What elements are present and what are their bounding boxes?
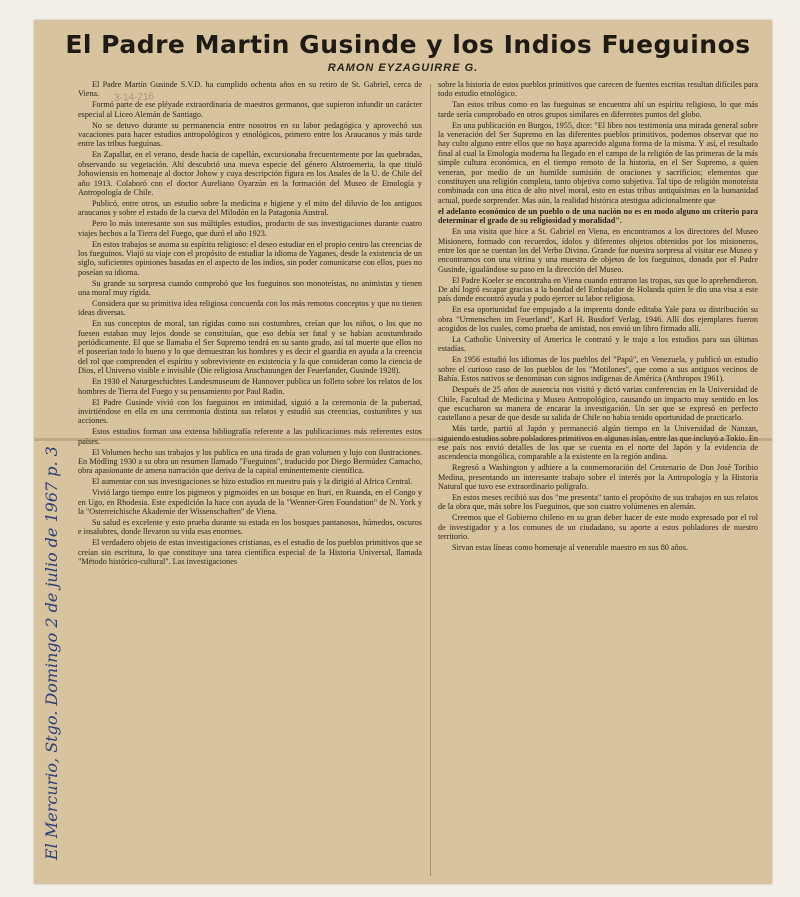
paragraph: Considera que su primitiva idea religiosa concuerda con los más remotos conceptos y que no tienen ideas diversas. [78, 298, 422, 318]
paragraph: El Volumen hecho sus trabajos y los publica en una tirada de gran volumen y lujo con ilustraciones. En Mödling 1930 a su obra un resumen llamado "Fueguinos", traducido por Diego Bermúdez Camacho, obra apasionante de amena narración que deriva de la capital eminentemente científica. [78, 447, 422, 476]
paragraph: Su grande su sorpresa cuando comprobó que los fueguinos son monoteístas, no animistas y tienen una moral muy rígida. [78, 278, 422, 298]
archive-mark: 3-14-216 [113, 91, 155, 104]
paragraph: En estos meses recibió sus dos "me presenta" tanto el propósito de sus trabajos en sus relatos de la obra que, más sobre los Fueguinos, que son cuatro volúmenes en alemán. [438, 493, 758, 512]
paragraph: Más tarde, partió al Japón y permaneció algún tiempo en la Universidad de Nanzan, siguiendo estudios sobre pobladores primitivos en algunas islas, entre las que incluyó a Tokio. En ese país nos envió detalles de los que se cuenta en el norte del Japón y la evidencia de ascendencia mongólica, comparable a la existente en la región andina. [438, 424, 758, 462]
handwritten-source-note: El Mercurio, Stgo. Domingo 2 de julio de 1967 p. 3 [42, 446, 61, 860]
paragraph: Creemos que el Gobierno chileno en su gran deber hacer de este modo expresado por el rol de investigador y a los comunes de un ciudadano, su aporte a estos pobladores de nuestro territorio. [438, 513, 758, 542]
paragraph: Pero lo más interesante son sus múltiples estudios, producto de sus investigaciones durante cuatro viajes hechos a la Tierra del Fuego, que duró el año 1923. [78, 219, 422, 238]
paragraph: Su salud es excelente y esto prueba durante su estada en los bosques pantanosos, húmedos, oscuros e insalubres, donde llevaron su vida esas enormes. [78, 517, 422, 537]
paragraph: En estos trabajos se asoma su espíritu religioso: el deseo estudiar en el propio centro las creencias de los fueguinos. Viajó su viaje con el propósito de estudiar la idioma de Yaganes, desde la existencia de un siglo, suficientes opiniones basadas en el aspecto de los indios, sin poder comunicarse con ellos, pues no poseían su idioma. [78, 239, 422, 277]
paragraph: El Padre Gusinde vivió con los fueguinos en intimidad, siguió a la ceremonia de la pubertad, invirtiéndose en ella en una ceremonia distinta sus relatos y estudió sus creencias, costumbres y sus acciones. [78, 397, 422, 426]
headline: El Padre Martin Gusinde y los Indios Fueguinos [65, 30, 751, 59]
newspaper-clipping [34, 20, 772, 884]
paragraph: No se detuvo durante su permanencia entre nosotros en su labor pedagógica y aprovechó sus vacaciones para hacer estudios antropológicos y etnológicos, primero entre los Araucanos y más tarde entre las tribus fueguinas. [78, 120, 422, 149]
paragraph: En sus conceptos de moral, tan rígidas como sus costumbres, creían que los niños, o los que no fuesen estaban muy lejos donde se constituían, que eso debía ser fatal y se habían acostumbrado periódicamente. El que se llamaba el Ser Supremo tendrá en su santo grado, así tal muerte que ellos no el poseerían todo lo bueno y lo que demuestran los hombres y es decir el guardia en ayuda a la creencia del rol que comprenden el espíritu y sobreviviente en existencia y la que consideran como la ciencia de Dios, el Universo visible e invisible (Die religiosa Anschauungen der Feuerlander, Gusinde 1928). [78, 319, 422, 376]
paragraph: En una visita que hice a St. Gabriel en Viena, en encontramos a los directores del Museo Misionero, formado con recuerdos, ídolos y diferentes objetos obtenidos por los misioneros, entre los que se cuentan los del Verbo Divino. Grande fue nuestra sorpresa al visitar ese Museo y encontrarnos con una vitrina y una muestra de objetos de los fueguinos, donada por el Padre Gusinde, igualándose su paso en la dirección del Museo. [438, 227, 758, 274]
paragraph: La Catholic University of America le contrató y le trajo a los estudios para sus últimas estadías. [438, 335, 758, 354]
paragraph: El Padre Martín Gusinde S.V.D. ha cumplido ochenta años en su retiro de St. Gabriel, cerca de Viena. [78, 80, 422, 99]
paragraph: Formó parte de ese pléyade extraordinaria de maestros germanos, que supieron infundir un carácter especial al Liceo Alemán de Santiago. [78, 100, 422, 119]
paragraph: Sirvan estas líneas como homenaje al venerable maestro en sus 80 años. [452, 543, 689, 553]
paragraph: En Zapallar, en el verano, desde hacia de capellán, excursionaba frecuentemente por las quebradas, observando su vegetación. Ahí descubrió una nueva especie del género Alstroemeria, la que tituló Johowiensis en homenaje al doctor Johow y cuya descripción figura en los Anales de la U. de Chile del año 1913. Colaboró con el doctor Aureliano Oyarzún en la formación del Museo de Etnología y Antropología de Chile. [78, 150, 422, 197]
article-column-right [438, 80, 758, 878]
paragraph: En esa oportunidad fue empujado a la imprenta donde editaba Yale para su distribución su obra "Urmenschen im Feuerland", Karl H. Busdorf Verlag, 1946. Allí dos ejemplares fueron acogidos de los cuales, como prueba de amistad, nos envió un libro firmado allí. [438, 305, 758, 334]
paragraph: Estos estudios forman una extensa bibliografía referente a las publicaciones más referentes estos países. [78, 427, 422, 446]
paragraph: Regresó a Washington y adhiere a la conmemoración del Centenario de Don José Toribio Medina, presentando un interesante trabajo sobre el interés por la Antropología y la Historia Natural que tuvo ese extraordinario polígrafo. [438, 463, 758, 492]
paragraph: Después de 25 años de ausencia nos visitó y dictó varias conferencias en la Universidad de Chile, Facultad de Medicina y Museo Antropológico, causando un impacto muy sentido en los que escucharon su manera de encarar la investigación. Un ser que se expresó en perfecto castellano a pesar de que desde su salida de Chile no había tenido oportunidad de practicarlo. [438, 385, 758, 423]
paragraph: sobre la historia de estos pueblos primitivos que carecen de fuentes escritas resultan difíciles para todo estudio etnológico. [438, 80, 758, 99]
paragraph: En una publicación en Burgos, 1955, dice: "El libro nos testimonia una mirada general sobre la veneración del Ser Supremo en las diferentes pueblos primitivos, podemos observar que no hay culto alguno entre ellos que no haya aparecido alguna forma de la misma. Y así, el resultado final al cual la Etnología moderna ha llegado en el campo de la religión de las primeras de la más simple cultura económica, en el tiempo remoto de la historia, en el Ser Supremo, a quien veneran, por medio de un humilde sumisión de oraciones y sacrificios; elementos que constituyen una religión completa, tanto objetiva como subjetiva. Tal tipo de religión monoteísta combinada con una ética de alto nivel moral, esto en estas tribus antiquísimas en la humanidad actual, puede sorprender. Mas aún, la realidad histórica atestigua adicionalmente que [438, 120, 758, 205]
paragraph: En 1930 el Naturgeschichtes Landesmuseum de Hannover publica un folleto sobre los relatos de los hombres de Tierra del Fuego y su pensamiento por Paul Radin. [78, 377, 422, 396]
article-column-left [78, 80, 422, 878]
column-divider [430, 84, 431, 876]
paragraph: Vivió largo tiempo entre los pigmeos y pigmoides en un bosque en Ituri, en Ruanda, en el Congo y en Ugo, en Rhodesia. Este expedición la hace con ayuda de la "Wenner-Gren Foundation" de N. York y la "Osterreichische Akademie der Wissenschaften" de Viena. [78, 488, 422, 516]
paragraph: El aumentar con sus investigaciones se hizo estudios en nuestro país y la dirigió al Africa Central. [92, 477, 413, 487]
paragraph: En 1956 estudió los idiomas de los pueblos del "Papú", en Venezuela, y publicó un estudio sobre el curioso caso de los pueblos de los "Motilones", que como a sus antiguos vecinos de Bahía. Estos nativos se denominan con signos indígenas de América (Anthropos 1961). [438, 355, 758, 384]
paragraph: el adelanto económico de un pueblo o de una nación no es en modo alguno un criterio para determinar el grado de su religiosidad y moralidad". [438, 206, 758, 226]
byline: RAMON EYZAGUIRRE G. [327, 62, 479, 74]
paragraph: El Padre Koeler se encontraba en Viena cuando entraron las tropas, sus que lo aprehendieron. De ahí logró escapar gracias a la bondad del Embajador de Holanda quien le dio una visa a este país donde encontró ayuda y pudo ejercer su labor religiosa. [438, 275, 758, 304]
paragraph: El verdadero objeto de estas investigaciones cristianas, es el estudio de los pueblos primitivos que se creían sin escritura, lo que constituye una tarea científica especial de la Historia Universal, llamada "Método histórico-cultural". Las investigaciones [78, 538, 422, 566]
paragraph: Publicó, entre otros, un estudio sobre la medicina e higiene y el mito del diluvio de los antiguos araucanos y sobre el estado de la cueva del Milodón en la Patagonia Austral. [78, 198, 422, 218]
paragraph: Tan estos tribus como en las fueguinas se encuentra ahí un espíritu religioso, lo que más tarde sería comprobado en otros grupos similares en diferentes puntos del globo. [438, 100, 758, 119]
